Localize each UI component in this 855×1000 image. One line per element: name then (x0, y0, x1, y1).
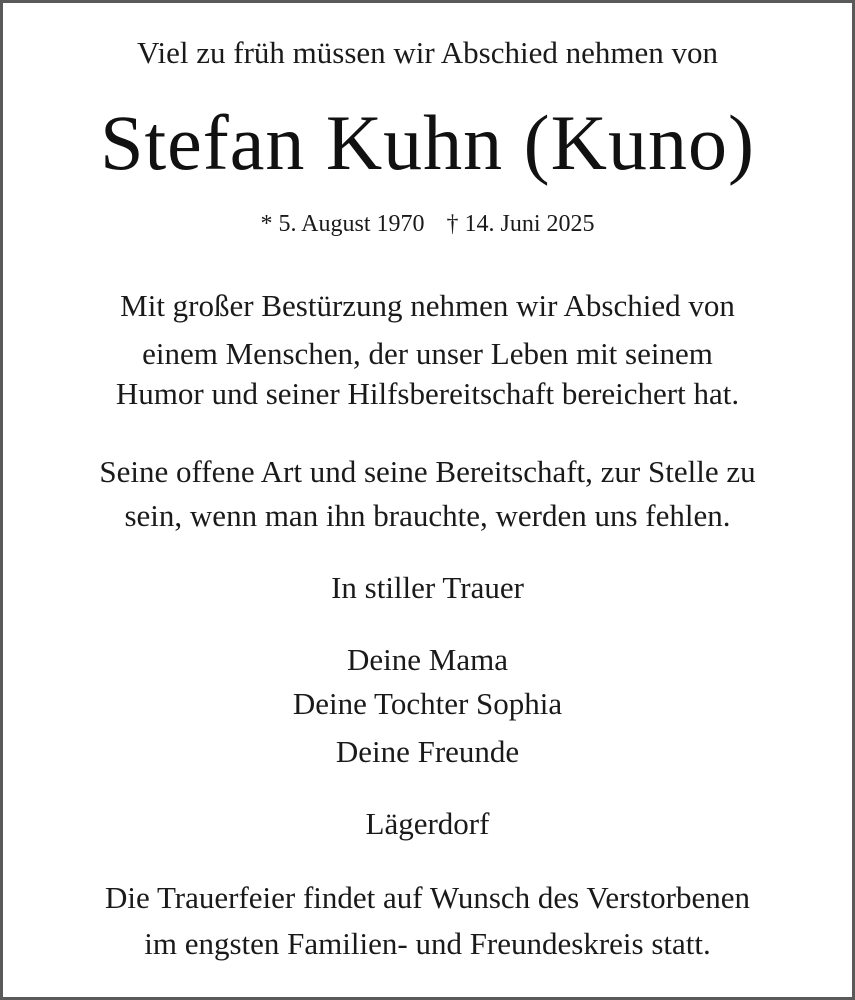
tribute-line: Mit großer Bestürzung nehmen wir Abschied von (120, 288, 735, 323)
mourner: Deine Freunde (335, 734, 520, 769)
tribute-line: Humor und seiner Hilfsbereitschaft bereichert hat. (115, 376, 740, 411)
birth-date: * 5. August 1970 (260, 211, 425, 237)
mourner: Deine Tochter Sophia (292, 686, 563, 721)
place-name: Lägerdorf (365, 806, 490, 841)
funeral-line: im engsten Familien- und Freundeskreis statt. (144, 926, 711, 961)
funeral-line: Die Trauerfeier findet auf Wunsch des Verstorbenen (105, 880, 750, 915)
mourner: Deine Mama (347, 642, 508, 677)
tribute-line: einem Menschen, der unser Leben mit seinem (142, 336, 713, 371)
intro-line: Viel zu früh müssen wir Abschied nehmen von (137, 35, 718, 70)
deceased-name: Stefan Kuhn (Kuno) (100, 99, 755, 186)
life-dates (3, 208, 852, 240)
tribute-line: Seine offene Art und seine Bereitschaft, zur Stelle zu (99, 454, 756, 489)
mourning-phrase: In stiller Trauer (331, 570, 524, 605)
tribute-line: sein, wenn man ihn brauchte, werden uns fehlen. (124, 498, 731, 533)
death-date: † 14. Juni 2025 (446, 211, 595, 237)
